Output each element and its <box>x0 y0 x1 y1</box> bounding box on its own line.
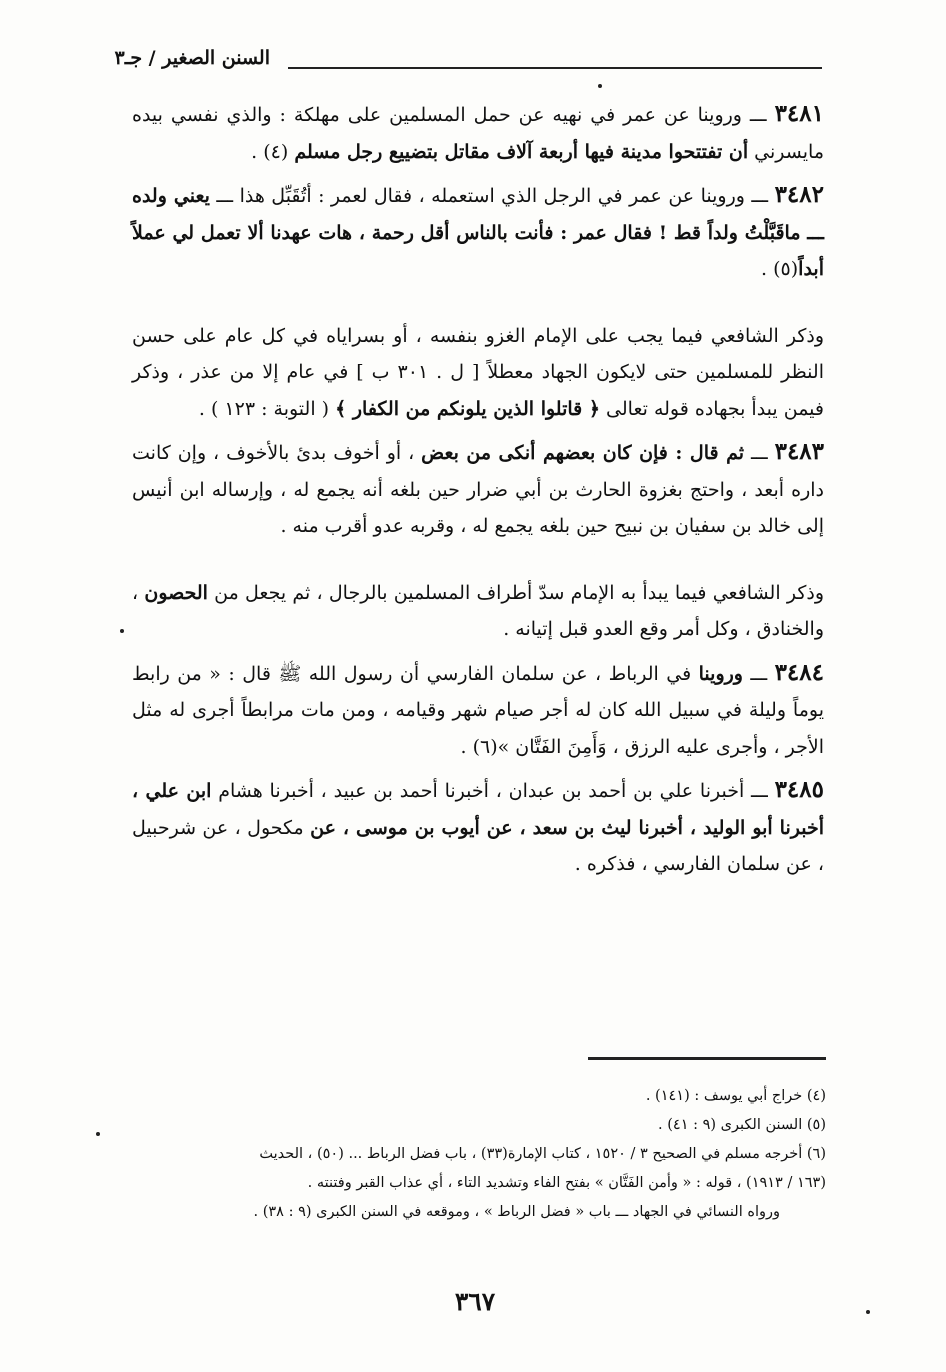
text-segment: ـــ <box>744 442 775 464</box>
hadith-3482 <box>132 177 824 288</box>
text-segment: ـــ وروينا عن عمر في نهيه عن حمل المسلمين على مهلكة : والذي نفسي بيده مايسرني <box>132 104 824 163</box>
text-segment: ( التوبة : ١٢٣ ) . <box>198 397 336 420</box>
text-segment: ، أو أخوف بدئ بالأخوف ، وإن كانت داره أبعد ، واحتج بغزوة الحارث بن أبي ضرار حين بلغه أنه يجمع له ، وإرساله ابن أنيس إلى خالد بن سفيان بن نبيح حين بلغه يجمع له ، وقربه عدو أقرب منه . <box>132 442 824 537</box>
text-segment: في الرباط ، عن سلمان الفارسي أن رسول الله ﷺ قال : « من رابط يوماً وليلة في سبيل الله كان له أجر صيام شهر وقيامه ، ومن مات مرابطاً أجرى له مثل الأجر ، وأجرى عليه الرزق ، وَأَمِنَ الفَتَّان »(٦) . <box>132 662 824 758</box>
hadith-number: ٣٤٨٢ <box>774 181 824 208</box>
main-text <box>132 96 824 883</box>
text-segment: ـــ <box>742 662 775 685</box>
bold-text-segment: ﴿ قاتلوا الذين يلونكم من الكفار ﴾ <box>335 397 600 420</box>
hadith-number: ٣٤٨٣ <box>774 438 825 465</box>
hadith-number: ٣٤٨٤ <box>774 658 824 686</box>
footnote-4: (٤) خراج أبي يوسف : (١٤١) . <box>645 1088 826 1104</box>
scan-speck <box>96 1132 100 1136</box>
hadith-number: ٣٤٨١ <box>774 100 824 127</box>
footnotes <box>132 1082 826 1227</box>
bold-text-segment: الحصون <box>144 581 208 604</box>
text-segment: وذكر الشافعي فيما يجب على الإمام الغزو بنفسه ، أو بسراياه في كل عام على حسن النظر للمسلمين حتى لايكون الجهاد معطلاً [ ل . ٣٠١ ب ] في عام إلا من عذر ، وذكر فيمن يبدأ بجهاده قوله تعالى <box>132 324 824 420</box>
text-segment: (٤) . <box>251 140 295 163</box>
bold-text-segment: يعني ولده ـــ ماقَبَّلْتُ ولداً قط ! فقال عمر : فأنت بالناس أقل رحمة ، هات عهدنا ألا تعمل لي عملاً أبداً <box>132 185 824 280</box>
shafii-borders-paragraph <box>132 575 824 648</box>
text-segment: مكحول ، عن شرحبيل ، عن سلمان الفارسي ، فذكره . <box>132 816 824 875</box>
hadith-number: ٣٤٨٥ <box>774 776 824 803</box>
footnote-6: (٦) أخرجه مسلم في الصحيح ٣ / ١٥٢٠ ، كتاب الإمارة(٣٣) ، باب فضل الرباط ... (٥٠) ، الحديث <box>259 1146 826 1162</box>
bold-text-segment: ثم قال : فإن كان بعضهم أنكى من بعض <box>421 442 745 464</box>
hadith-3481 <box>132 96 824 170</box>
hadith-3485 <box>132 772 824 883</box>
text-segment: وذكر الشافعي فيما يبدأ به الإمام سدّ أطراف المسلمين بالرجال ، ثم يجعل من <box>207 581 824 604</box>
shafii-note-paragraph <box>132 318 824 428</box>
text-segment: ، والخنادق ، وكل أمر وقع العدو قبل إتيانه . <box>132 581 824 640</box>
page-number: ٣٦٧ <box>454 1287 496 1316</box>
hadith-3484 <box>132 655 824 766</box>
bold-text-segment: وروينا <box>698 662 743 685</box>
running-header-title: السنن الصغير / جـ٣ <box>114 47 270 69</box>
footnote-rule <box>588 1057 826 1060</box>
scan-speck <box>866 1310 870 1314</box>
footnote-5: (٥) السنن الكبرى (٩ : ٤١) . <box>658 1117 826 1133</box>
hadith-3483 <box>132 434 824 545</box>
text-segment: ـــ وروينا عن عمر في الرجل الذي استعمله ، فقال لعمر : أتُقَبِّل هذا ـــ <box>209 185 775 207</box>
footnote-6-nasai: ورواه النسائي في الجهاد ـــ باب « فضل الرباط » ، وموقعه في السنن الكبرى (٩ : ٣٨) . <box>253 1204 780 1220</box>
text-segment: ـــ أخبرنا علي بن أحمد بن عبدان ، أخبرنا أحمد بن عبيد ، أخبرنا هشام <box>211 780 775 802</box>
bold-text-segment: أن تفتتحوا مدينة فيها أربعة آلاف مقاتل بتضييع رجل مسلم <box>294 140 749 163</box>
scan-speck <box>120 629 124 633</box>
header-rule <box>288 67 822 69</box>
text-segment: (٥) . <box>761 258 799 280</box>
footnote-6-continuation: (١٦٣ / ١٩١٣) ، قوله : « وأمن الفَتَّان » بفتح الفاء وتشديد التاء ، أي عذاب القبر وفتنته . <box>307 1175 826 1191</box>
scan-speck <box>598 84 602 88</box>
bold-text-segment: ابن علي ، أخبرنا أبو الوليد ، أخبرنا ليث بن سعد ، عن أيوب بن موسى ، عن <box>132 780 825 839</box>
